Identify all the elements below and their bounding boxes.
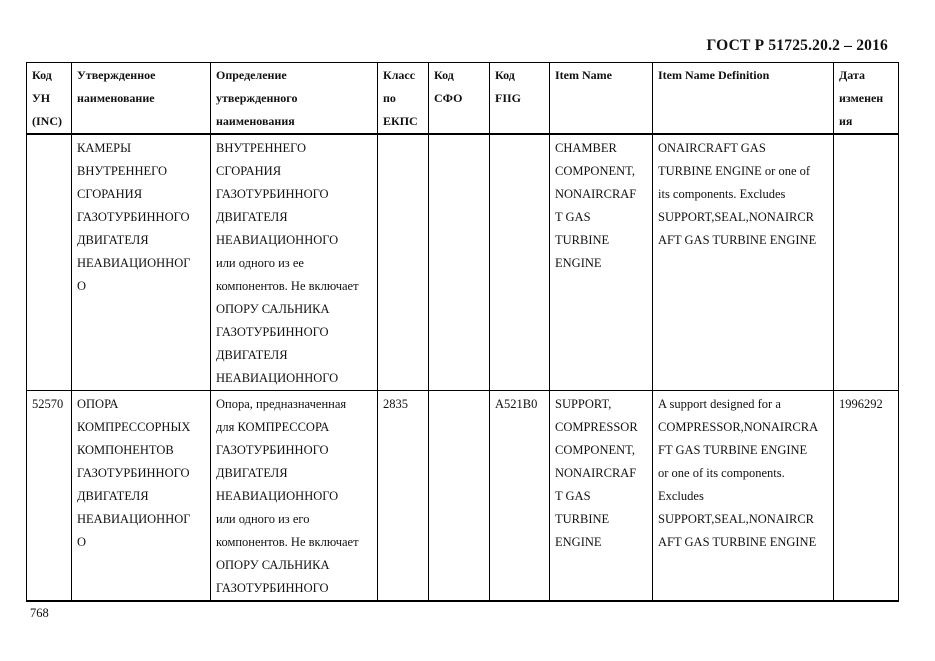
cell-date xyxy=(834,134,899,391)
cell-sfo xyxy=(429,134,490,391)
col-header-name: Утвержденное наименование xyxy=(72,63,211,135)
cell-item-name: CHAMBER COMPONENT, NONAIRCRAF T GAS TURBINE ENGINE xyxy=(550,134,653,391)
cell-code xyxy=(27,134,72,391)
document-title: ГОСТ Р 51725.20.2 – 2016 xyxy=(706,37,888,54)
col-header-sfo: Код СФО xyxy=(429,63,490,135)
cell-definition: ВНУТРЕННЕГО СГОРАНИЯ ГАЗОТУРБИННОГО ДВИГАТЕЛЯ НЕАВИАЦИОННОГО или одного из ее компонентов. Не включает ОПОРУ САЛЬНИКА ГАЗОТУРБИННОГО ДВИГАТЕЛЯ НЕАВИАЦИОННОГО xyxy=(211,134,378,391)
table-row xyxy=(27,391,899,602)
cell-class xyxy=(378,134,429,391)
cell-sfo xyxy=(429,391,490,602)
cell-definition: Опора, предназначенная для КОМПРЕССОРА ГАЗОТУРБИННОГО ДВИГАТЕЛЯ НЕАВИАЦИОННОГО или одного из его компонентов. Не включает ОПОРУ САЛЬНИКА ГАЗОТУРБИННОГО xyxy=(211,391,378,602)
page-number: 768 xyxy=(30,606,49,620)
col-header-date: Дата изменен ия xyxy=(834,63,899,135)
cell-code: 52570 xyxy=(27,391,72,602)
cell-fiig xyxy=(490,134,550,391)
header-row xyxy=(27,63,899,135)
cell-item-def: ONAIRCRAFT GAS TURBINE ENGINE or one of its components. Excludes SUPPORT,SEAL,NONAIRCR AFT GAS TURBINE ENGINE xyxy=(653,134,834,391)
col-header-code: Код УН (INC) xyxy=(27,63,72,135)
cell-name: ОПОРА КОМПРЕССОРНЫХ КОМПОНЕНТОВ ГАЗОТУРБИННОГО ДВИГАТЕЛЯ НЕАВИАЦИОННОГ О xyxy=(72,391,211,602)
cell-item-name: SUPPORT, COMPRESSOR COMPONENT, NONAIRCRAF T GAS TURBINE ENGINE xyxy=(550,391,653,602)
cell-name: КАМЕРЫ ВНУТРЕННЕГО СГОРАНИЯ ГАЗОТУРБИННОГО ДВИГАТЕЛЯ НЕАВИАЦИОННОГ О xyxy=(72,134,211,391)
col-header-fiig: Код FIIG xyxy=(490,63,550,135)
col-header-item-name: Item Name xyxy=(550,63,653,135)
table-row xyxy=(27,134,899,391)
cell-date: 1996292 xyxy=(834,391,899,602)
col-header-item-def: Item Name Definition xyxy=(653,63,834,135)
col-header-class: Класс по ЕКПС xyxy=(378,63,429,135)
col-header-definition: Определение утвержденного наименования xyxy=(211,63,378,135)
catalog-table xyxy=(26,62,899,602)
cell-item-def: A support designed for a COMPRESSOR,NONAIRCRA FT GAS TURBINE ENGINE or one of its components. Excludes SUPPORT,SEAL,NONAIRCR AFT GAS TURBINE ENGINE xyxy=(653,391,834,602)
cell-fiig: A521B0 xyxy=(490,391,550,602)
cell-class: 2835 xyxy=(378,391,429,602)
